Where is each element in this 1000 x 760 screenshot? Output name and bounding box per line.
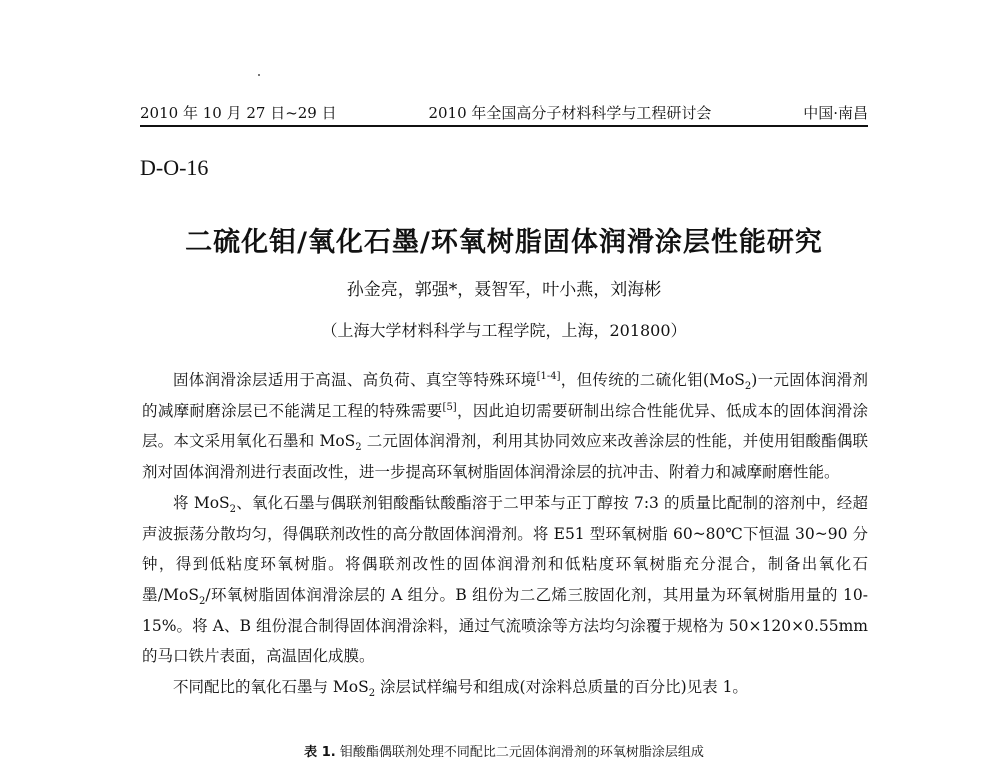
p2-text-c: /环氧树脂固体润滑涂层的 A 组分。B 组份为二乙烯三胺固化剂，其用量为环氧树脂用量的 10-15%。将 A、B 组份混合制得固体润滑涂料，通过气流喷涂等方法均匀涂覆于规格为 50×120×0.55mm 的马口铁片表面，高温固化成膜。: [142, 585, 869, 666]
citation-5: [5]: [442, 401, 457, 413]
p3-text-a: 不同配比的氧化石墨与 MoS: [173, 678, 369, 697]
subscript-2: 2: [198, 596, 206, 608]
body-text: [142, 365, 868, 703]
p3-text-b: 涂层试样编号和组成(对涂料总质量的百分比)见表 1。: [375, 678, 748, 697]
paragraph-1: [142, 365, 868, 488]
p1-text-e: 二元固体润滑剂，利用其协同效应来改善涂层的性能，并使用钼酸酯偶联剂对固体润滑剂进行表面改性，进一步提高环氧树脂固体润滑涂层的抗冲击、附着力和减摩耐磨性能。: [142, 432, 868, 482]
author-list: 孙金亮，郭强*，聂智军，叶小燕，刘海彬: [346, 280, 662, 300]
citation-1-4: [1-4]: [536, 370, 561, 382]
p2-text-a: 将 MoS: [173, 493, 230, 512]
header-location: 中国·南昌: [803, 104, 868, 122]
header-rule: [140, 125, 868, 127]
subscript-2: 2: [229, 503, 237, 515]
subscript-2: 2: [744, 381, 752, 393]
scan-speck: [258, 74, 260, 76]
table-caption-text: 钼酸酯偶联剂处理不同配比二元固体润滑剂的环氧树脂涂层组成: [335, 745, 704, 760]
p2-text-b: 、氧化石墨与偶联剂钼酸酯钛酸酯溶于二甲苯与正丁醇按 7:3 的质量比配制的溶剂中，经超声波振荡分散均匀，得偶联剂改性的高分散固体润滑剂。将 E51 型环氧树脂 60~80℃下恒温 30~90 分钟，得到低粘度环氧树脂。将偶联剂改性的固体润滑剂和低粘度环氧树脂充分混合，制备出氧化石墨/MoS: [142, 493, 868, 604]
subscript-2: 2: [368, 688, 376, 700]
paragraph-3: [142, 672, 868, 703]
p1-text-b: ，但传统的二硫化钼(MoS: [560, 371, 745, 389]
paragraph-2: [142, 488, 868, 672]
p1-text-a: 固体润滑涂层适用于高温、高负荷、真空等特殊环境: [173, 371, 537, 389]
running-header: [140, 103, 868, 123]
paper-code: D-O-16: [140, 155, 209, 180]
header-date: 2010 年 10 月 27 日~29 日: [140, 104, 337, 122]
paper-title: 二硫化钼/氧化石墨/环氧树脂固体润滑涂层性能研究: [185, 227, 823, 258]
table-label: 表 1.: [304, 745, 336, 760]
table-caption: [140, 741, 868, 760]
subscript-2: 2: [355, 442, 362, 454]
header-conference: 2010 年全国高分子材料科学与工程研讨会: [428, 104, 712, 122]
p1-text-c: )一元固体润滑剂的减摩耐磨涂层已不能满足工程的特殊需要: [142, 371, 868, 420]
affiliation: （上海大学材料科学与工程学院，上海，201800）: [321, 321, 687, 340]
p1-text-d: ，因此迫切需要研制出综合性能优异、低成本的固体润滑涂层。本文采用氧化石墨和 MoS: [142, 401, 868, 451]
